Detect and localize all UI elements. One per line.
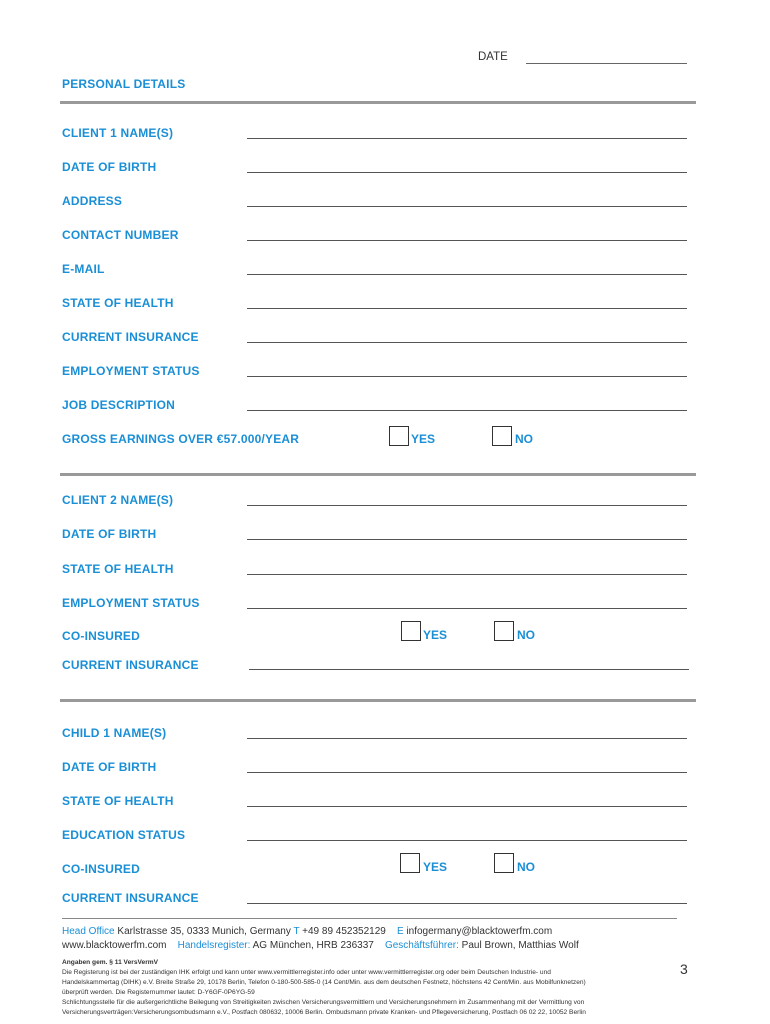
client1-health-label: STATE OF HEALTH: [62, 296, 174, 310]
child1-dob-field[interactable]: [247, 772, 687, 773]
client1-job-field[interactable]: [247, 410, 687, 411]
website-link[interactable]: www.blacktowerfm.com: [62, 940, 167, 951]
client2-coinsured-no-label: NO: [517, 628, 535, 642]
head-office-address: Karlstrasse 35, 0333 Munich, Germany: [117, 926, 291, 937]
legal-line: Versicherungsverträgen:Versicherungsombudsmann e.V., Postfach 080632, 10006 Berlin. Ombudsmann private Kranken- und Pflegeversicherung, Postfach 06 02 22, 10052 Berlin: [62, 1009, 586, 1016]
client1-insurance-label: CURRENT INSURANCE: [62, 330, 199, 344]
client1-employment-label: EMPLOYMENT STATUS: [62, 364, 200, 378]
gross-earnings-no-label: NO: [515, 432, 533, 446]
section-divider: [60, 101, 696, 104]
phone-label: T: [293, 926, 300, 937]
client2-name-label: CLIENT 2 NAME(S): [62, 493, 174, 507]
client1-address-label: ADDRESS: [62, 194, 123, 208]
date-field[interactable]: [526, 63, 687, 64]
child1-name-field[interactable]: [247, 738, 687, 739]
client2-current-insurance-label: CURRENT INSURANCE: [62, 658, 199, 672]
child1-current-insurance-label: CURRENT INSURANCE: [62, 891, 199, 905]
legal-line: Schlichtungsstelle für die außergerichtliche Beilegung von Streitigkeiten zwischen Versicherungsvermittlern und Versicherungsnehmern im Zusammenhang mit der Vermittlung von: [62, 999, 585, 1006]
client1-email-label: E-MAIL: [62, 262, 105, 276]
child1-health-label: STATE OF HEALTH: [62, 794, 174, 808]
footer-contact-line: [62, 926, 552, 937]
page-number: 3: [680, 961, 688, 977]
child1-health-field[interactable]: [247, 806, 687, 807]
client1-dob-label: DATE OF BIRTH: [62, 160, 157, 174]
legal-line: überprüft werden. Die Registernummer lautet: D-Y6GF-0P6YG-59: [62, 989, 255, 996]
client1-name-field[interactable]: [247, 138, 687, 139]
date-label: DATE: [478, 51, 508, 63]
director-label: Geschäftsführer:: [384, 940, 459, 951]
client1-health-field[interactable]: [247, 308, 687, 309]
client2-name-field[interactable]: [247, 505, 687, 506]
client2-employment-label: EMPLOYMENT STATUS: [62, 596, 200, 610]
child1-coinsured-yes-label: YES: [423, 860, 448, 874]
footer-rule: [62, 918, 677, 919]
gross-earnings-yes-checkbox[interactable]: [389, 426, 409, 446]
legal-title: Angaben gem. § 11 VersVermV: [62, 959, 159, 966]
client1-contact-label: CONTACT NUMBER: [62, 228, 179, 242]
client2-employment-field[interactable]: [247, 608, 687, 609]
gross-earnings-label: GROSS EARNINGS OVER €57.000/YEAR: [62, 432, 300, 446]
email-label: E: [396, 926, 404, 937]
gross-earnings-no-checkbox[interactable]: [492, 426, 512, 446]
section-divider: [60, 473, 696, 476]
child1-coinsured-label: CO-INSURED: [62, 862, 141, 876]
client2-coinsured-label: CO-INSURED: [62, 629, 141, 643]
child1-dob-label: DATE OF BIRTH: [62, 760, 157, 774]
client2-coinsured-no-checkbox[interactable]: [494, 621, 514, 641]
legal-notice: [62, 958, 684, 1018]
client1-job-label: JOB DESCRIPTION: [62, 398, 176, 412]
child1-coinsured-yes-checkbox[interactable]: [400, 853, 420, 873]
client2-current-insurance-field[interactable]: [249, 669, 689, 670]
client1-contact-field[interactable]: [247, 240, 687, 241]
register-value: AG München, HRB 236337: [252, 940, 374, 951]
child1-coinsured-no-checkbox[interactable]: [494, 853, 514, 873]
register-label: Handelsregister:: [177, 940, 251, 951]
client1-address-field[interactable]: [247, 206, 687, 207]
client2-dob-field[interactable]: [247, 539, 687, 540]
legal-line: Handelskammertag (DIHK) e.V. Breite Straße 29, 10178 Berlin, Telefon 0-180-500-585-0 (14 Cent/Min. aus dem deutschen Festnetz, höchstens 42 Cent/Min. aus Mobilfunknetzen): [62, 979, 586, 986]
client1-dob-field[interactable]: [247, 172, 687, 173]
section-divider: [60, 699, 696, 702]
personal-details-title: PERSONAL DETAILS: [62, 77, 186, 91]
child1-education-label: EDUCATION STATUS: [62, 828, 186, 842]
head-office-label: Head Office: [62, 926, 115, 937]
director-value: Paul Brown, Matthias Wolf: [461, 940, 579, 951]
footer-company-line: [62, 940, 579, 951]
client2-dob-label: DATE OF BIRTH: [62, 527, 157, 541]
phone-number: +49 89 452352129: [302, 926, 386, 937]
legal-line: Die Registerung ist bei der zuständigen IHK erfolgt und kann unter www.vermittlerregister.info oder unter www.vermittlerregister.org oder beim Deutschen Industrie- und: [62, 969, 551, 976]
client2-health-label: STATE OF HEALTH: [62, 562, 174, 576]
client1-name-label: CLIENT 1 NAME(S): [62, 126, 174, 140]
email-address[interactable]: infogermany@blacktowerfm.com: [406, 926, 553, 937]
gross-earnings-yes-label: YES: [411, 432, 436, 446]
client1-insurance-field[interactable]: [247, 342, 687, 343]
child1-name-label: CHILD 1 NAME(S): [62, 726, 167, 740]
child1-coinsured-no-label: NO: [517, 860, 535, 874]
child1-education-field[interactable]: [247, 840, 687, 841]
client2-health-field[interactable]: [247, 574, 687, 575]
client1-email-field[interactable]: [247, 274, 687, 275]
client2-coinsured-yes-label: YES: [423, 628, 448, 642]
client1-employment-field[interactable]: [247, 376, 687, 377]
child1-current-insurance-field[interactable]: [247, 903, 687, 904]
client2-coinsured-yes-checkbox[interactable]: [401, 621, 421, 641]
